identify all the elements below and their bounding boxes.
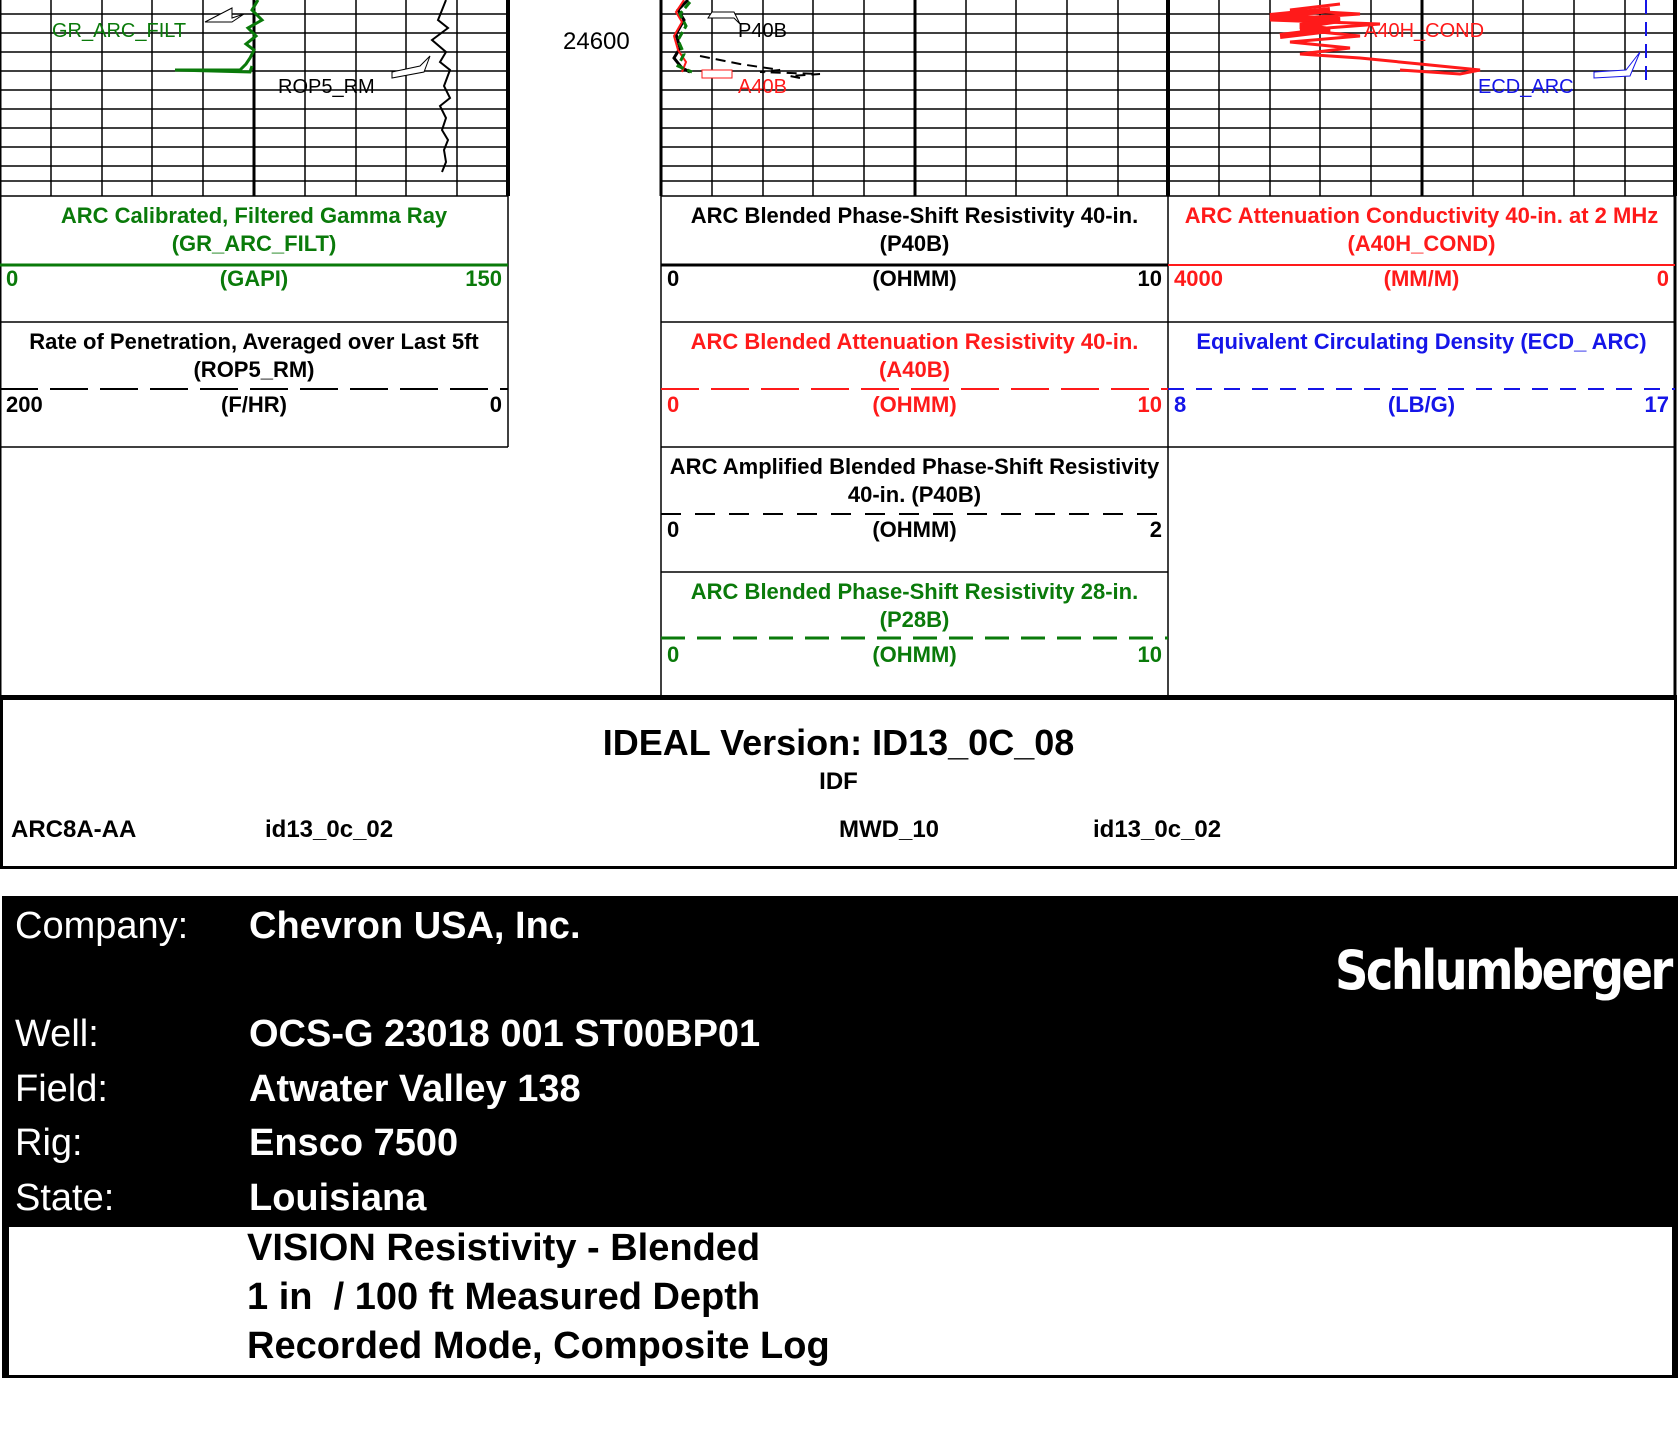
a40h-curve-label: A40H_COND <box>1364 20 1485 42</box>
rop-pointer <box>392 56 430 78</box>
state-key: State: <box>15 1177 115 1219</box>
ideal-title: IDEAL Version: ID13_0C_08 <box>602 722 1075 763</box>
well-value: OCS-G 23018 001 ST00BP01 <box>249 1013 761 1055</box>
p40b-header <box>661 196 1168 322</box>
gr-right: 150 <box>465 266 502 291</box>
ecd-left: 8 <box>1174 392 1187 417</box>
schlumberger-logo: Schlumberger <box>1335 939 1671 1002</box>
rop-right: 0 <box>489 392 502 417</box>
p40b-curve-label: P40B <box>738 20 787 42</box>
a40b-right: 10 <box>1137 392 1162 417</box>
desc-line: Recorded Mode, Composite Log <box>247 1325 830 1367</box>
p40b-unit: (OHMM) <box>872 266 957 291</box>
a40b-pointer <box>702 70 732 78</box>
ideal-item: MWD_10 <box>839 816 940 843</box>
p40b-amp-right: 2 <box>1149 517 1162 542</box>
log-description <box>9 1227 1672 1375</box>
desc-line: VISION Resistivity - Blended <box>247 1227 761 1269</box>
company-value: Chevron USA, Inc. <box>249 905 581 947</box>
gr-curve <box>175 0 262 72</box>
p28b-left: 0 <box>667 642 680 667</box>
ideal-item: id13_0c_02 <box>1093 816 1222 843</box>
a40h-header <box>1168 196 1675 322</box>
a40b-curve-label: A40B <box>738 76 787 98</box>
a40h-right: 0 <box>1656 266 1669 291</box>
ecd-unit: (LB/G) <box>1387 392 1456 417</box>
gr-unit: (GAPI) <box>219 266 289 291</box>
ecd-header <box>1168 322 1675 447</box>
p40b-amp-header <box>661 447 1168 572</box>
gr-left: 0 <box>6 266 19 291</box>
ecd-right: 17 <box>1644 392 1669 417</box>
ecd-curve-label: ECD_ARC <box>1478 76 1574 98</box>
field-value: Atwater Valley 138 <box>249 1068 581 1110</box>
p28b-unit: (OHMM) <box>872 642 957 667</box>
rig-value: Ensco 7500 <box>249 1122 459 1164</box>
state-value: Louisiana <box>249 1177 427 1219</box>
gr-pointer <box>205 8 244 22</box>
rop-curve <box>432 0 450 172</box>
rop-curve-label: ROP5_RM <box>278 76 375 98</box>
gr-header-title: ARC Calibrated, Filtered Gamma Ray (GR_ARC_FILT) <box>60 203 448 256</box>
rop-header-title: Rate of Penetration, Averaged over Last 5ft (ROP5_RM) <box>29 329 479 382</box>
gr-curve-label: GR_ARC_FILT <box>52 20 187 42</box>
ideal-version-box <box>0 697 1677 869</box>
rop-unit: (F/HR) <box>221 392 287 417</box>
p40b-header-title: ARC Blended Phase-Shift Resistivity 40-in. (P40B) <box>690 203 1139 256</box>
a40b-header-title: ARC Blended Attenuation Resistivity 40-in. (A40B) <box>690 329 1139 382</box>
p40b-left: 0 <box>667 266 680 291</box>
a40b-left: 0 <box>667 392 680 417</box>
p40b-right: 10 <box>1137 266 1162 291</box>
p28b-header <box>661 572 1168 697</box>
well-key: Well: <box>15 1013 99 1055</box>
p40b-amp-left: 0 <box>667 517 680 542</box>
field-key: Field: <box>15 1068 108 1110</box>
p40b-amp-unit: (OHMM) <box>872 517 957 542</box>
ideal-subtitle: IDF <box>819 768 858 795</box>
a40h-header-title: ARC Attenuation Conductivity 40-in. at 2 MHz (A40H_COND) <box>1184 203 1659 256</box>
depth-label: 24600 <box>563 28 630 55</box>
a40h-left: 4000 <box>1174 266 1223 291</box>
p40b-amp-header-title: ARC Amplified Blended Phase-Shift Resistivity 40-in. (P40B) <box>669 454 1160 507</box>
ideal-item: ARC8A-AA <box>11 816 137 843</box>
ideal-item: id13_0c_02 <box>265 816 394 843</box>
company-key: Company: <box>15 905 189 947</box>
gr-header <box>0 196 508 322</box>
p28b-header-title: ARC Blended Phase-Shift Resistivity 28-in. (P28B) <box>690 579 1139 632</box>
log-footer <box>2 896 1678 1378</box>
a40b-header <box>661 322 1168 447</box>
ecd-pointer <box>1594 52 1640 78</box>
desc-line: 1 in / 100 ft Measured Depth <box>247 1276 761 1318</box>
rop-left: 200 <box>6 392 43 417</box>
p40b-pointer <box>708 12 740 24</box>
rop-header <box>0 322 508 447</box>
a40b-unit: (OHMM) <box>872 392 957 417</box>
a40h-unit: (MM/M) <box>1383 266 1460 291</box>
rig-key: Rig: <box>15 1122 83 1164</box>
p28b-right: 10 <box>1137 642 1162 667</box>
ecd-header-title: Equivalent Circulating Density (ECD_ ARC) <box>1196 329 1647 354</box>
